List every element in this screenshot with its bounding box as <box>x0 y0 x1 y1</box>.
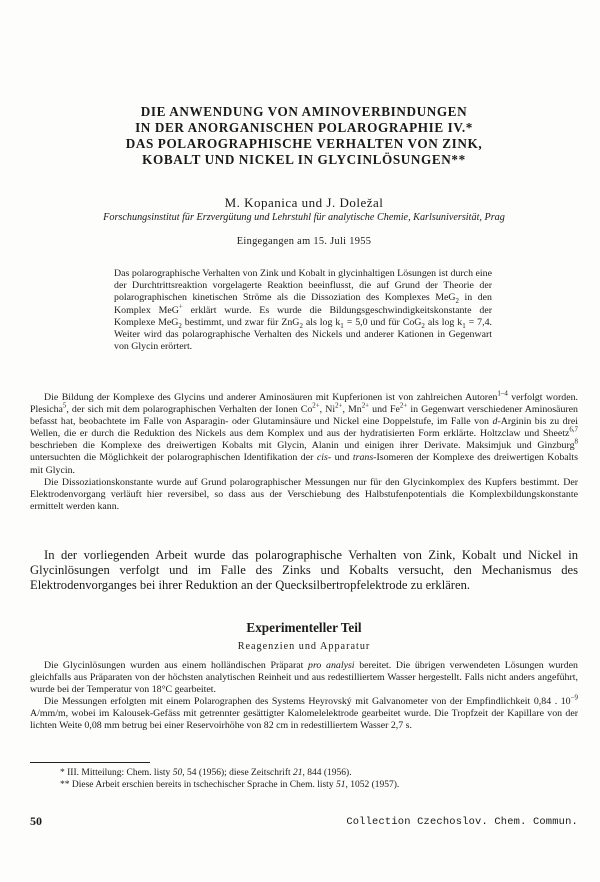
section-title: Experimenteller Teil <box>246 620 362 635</box>
intro-paragraph-1: Die Bildung der Komplexe des Glycins und anderer Aminosäuren mit Kupferionen ist von zahlreichen Autoren$^{1-4}$ verfolgt worden. Plesicha$^5$, der sich mit dem polarographischen Verhalten der Ionen $Co^{2+}$, $Ni^{2+}$, $Mn^{2+}$ und $Fe^{2+}$ in Gegenwart verschiedener Aminosäuren befasst hat, beobachtete im Falle von Asparagin- oder Glutaminsäure und Nickel eine Doppelstufe, im Falle von d-Arginin bis zu drei Wellen, die er durch die Reduktion des Nickels aus dem Komplex und aus der hydratisierten Form erklärte. Holtzclaw und Sheetz$^{6,7}$ beschrieben die Komplexe des dreiwertigen Kobalts mit Glycin, Alanin und einigen ihrer Derivate. Maksimjuk und Ginzburg$^8$ untersuchten die Möglichkeit der polarographischen Identifikation der cis- und trans-Isomeren der Komplexe des dreiwertigen Kobalts mit Glycin. <box>30 390 579 476</box>
experimental-section <box>30 660 578 733</box>
affiliation: Forschungsinstitut für Erzvergütung und Lehrstuhl für analytische Chemie, Karlsuniversität, Prag <box>103 212 505 223</box>
experimental-paragraph-2: Die Messungen erfolgten mit einem Polarographen des Systems Heyrovský mit Galvanometer von der Empfindlichkeit 0,84 . $10^{-9}$ A/mm/m, wobei im Kalousek-Gefäss mit getrennter gesättigter Kalomelelektrode gearbeitet wurde. Die Tropfzeit der Kapillare von der lichten Weite 0,08 mm betrug bei einer Reservoirhöhe von 82 cm in redestilliertem Wasser 2,7 s. <box>30 694 578 732</box>
footnote-2: ** Diese Arbeit erschien bereits in tschechischer Sprache in Chem. listy 51, 1052 (1957). <box>60 780 400 790</box>
intro-paragraph-2: Die Dissoziationskonstante wurde auf Grund polarographischer Messungen nur für den Glycinkomplex des Kupfers bestimmt. Der Elektrodenvorgang verläuft hier reversibel, so dass aus der Verschiebung des Halbstufenpotentials die Komplexbildungskonstante ermittelt werden kann. <box>30 476 578 512</box>
footnotes <box>60 767 578 791</box>
experimental-paragraph-1: Die Glycinlösungen wurden aus einem holländischen Präparat pro analysi bereitet. Die übrigen verwendeten Lösungen wurden gleichfalls aus Präparaten von der höchsten analytischen Reinheit und aus redestilliertem Wasser hergestellt. Falls nicht anders angeführt, wurde bei der Temperatur von 18°C gearbeitet. <box>30 660 578 696</box>
main-paragraph: In der vorliegenden Arbeit wurde das polarographische Verhalten von Zink, Kobalt und Nickel in Glycinlösungen verfolgt und im Falle des Zinks und Kobalts versucht, den Mechanismus des Elektrodenvorganges bei ihrer Reduktion an der Quecksilbertropfelektrode zu erklären. <box>30 548 578 592</box>
footnote-divider <box>30 762 150 763</box>
title-line-3: DAS POLAROGRAPHISCHE VERHALTEN VON ZINK, <box>125 136 483 151</box>
subsection-title: Reagenzien und Apparatur <box>237 641 371 652</box>
introduction <box>30 392 578 513</box>
received-date: Eingegangen am 15. Juli 1955 <box>236 236 372 247</box>
footnote-1: * III. Mitteilung: Chem. listy 50, 54 (1956); diese Zeitschrift 21, 844 (1956). <box>60 768 352 778</box>
authors: M. Kopanica und J. Doležal <box>224 195 384 210</box>
journal-name: Collection Czechoslov. Chem. Commun. <box>346 816 578 828</box>
paper-title <box>30 104 578 168</box>
title-line-2: IN DER ANORGANISCHEN POLAROGRAPHIE IV.* <box>135 120 473 135</box>
page-number: 50 <box>30 814 42 828</box>
title-line-1: DIE ANWENDUNG VON AMINOVERBINDUNGEN <box>140 104 468 119</box>
title-line-4: KOBALT UND NICKEL IN GLYCINLÖSUNGEN** <box>142 152 466 167</box>
abstract: Das polarographische Verhalten von Zink und Kobalt in glycinhaltigen Lösungen ist durch eine der Durchtrittsreaktion vorgelagerte Reaktion beeinflusst, die auf Grund der Theorie der polarographischen kinetischen Ströme als die Dissoziation des Komplexes MeG$_2$ in den Komplex MeG+ erklärt wurde. Es wurde die Bildungsgeschwindigkeitskonstante der Komplexe MeG$_2$ bestimmt, und zwar für ZnG$_2$ als $\log k_1 = 5,0$ und für CoG$_2$ als $\log k_1 = 7,4$. Weiter wird das polarographische Verhalten des Nickels und anderer Kationen in Gegenwart von Glycin erörtert. <box>114 268 493 353</box>
